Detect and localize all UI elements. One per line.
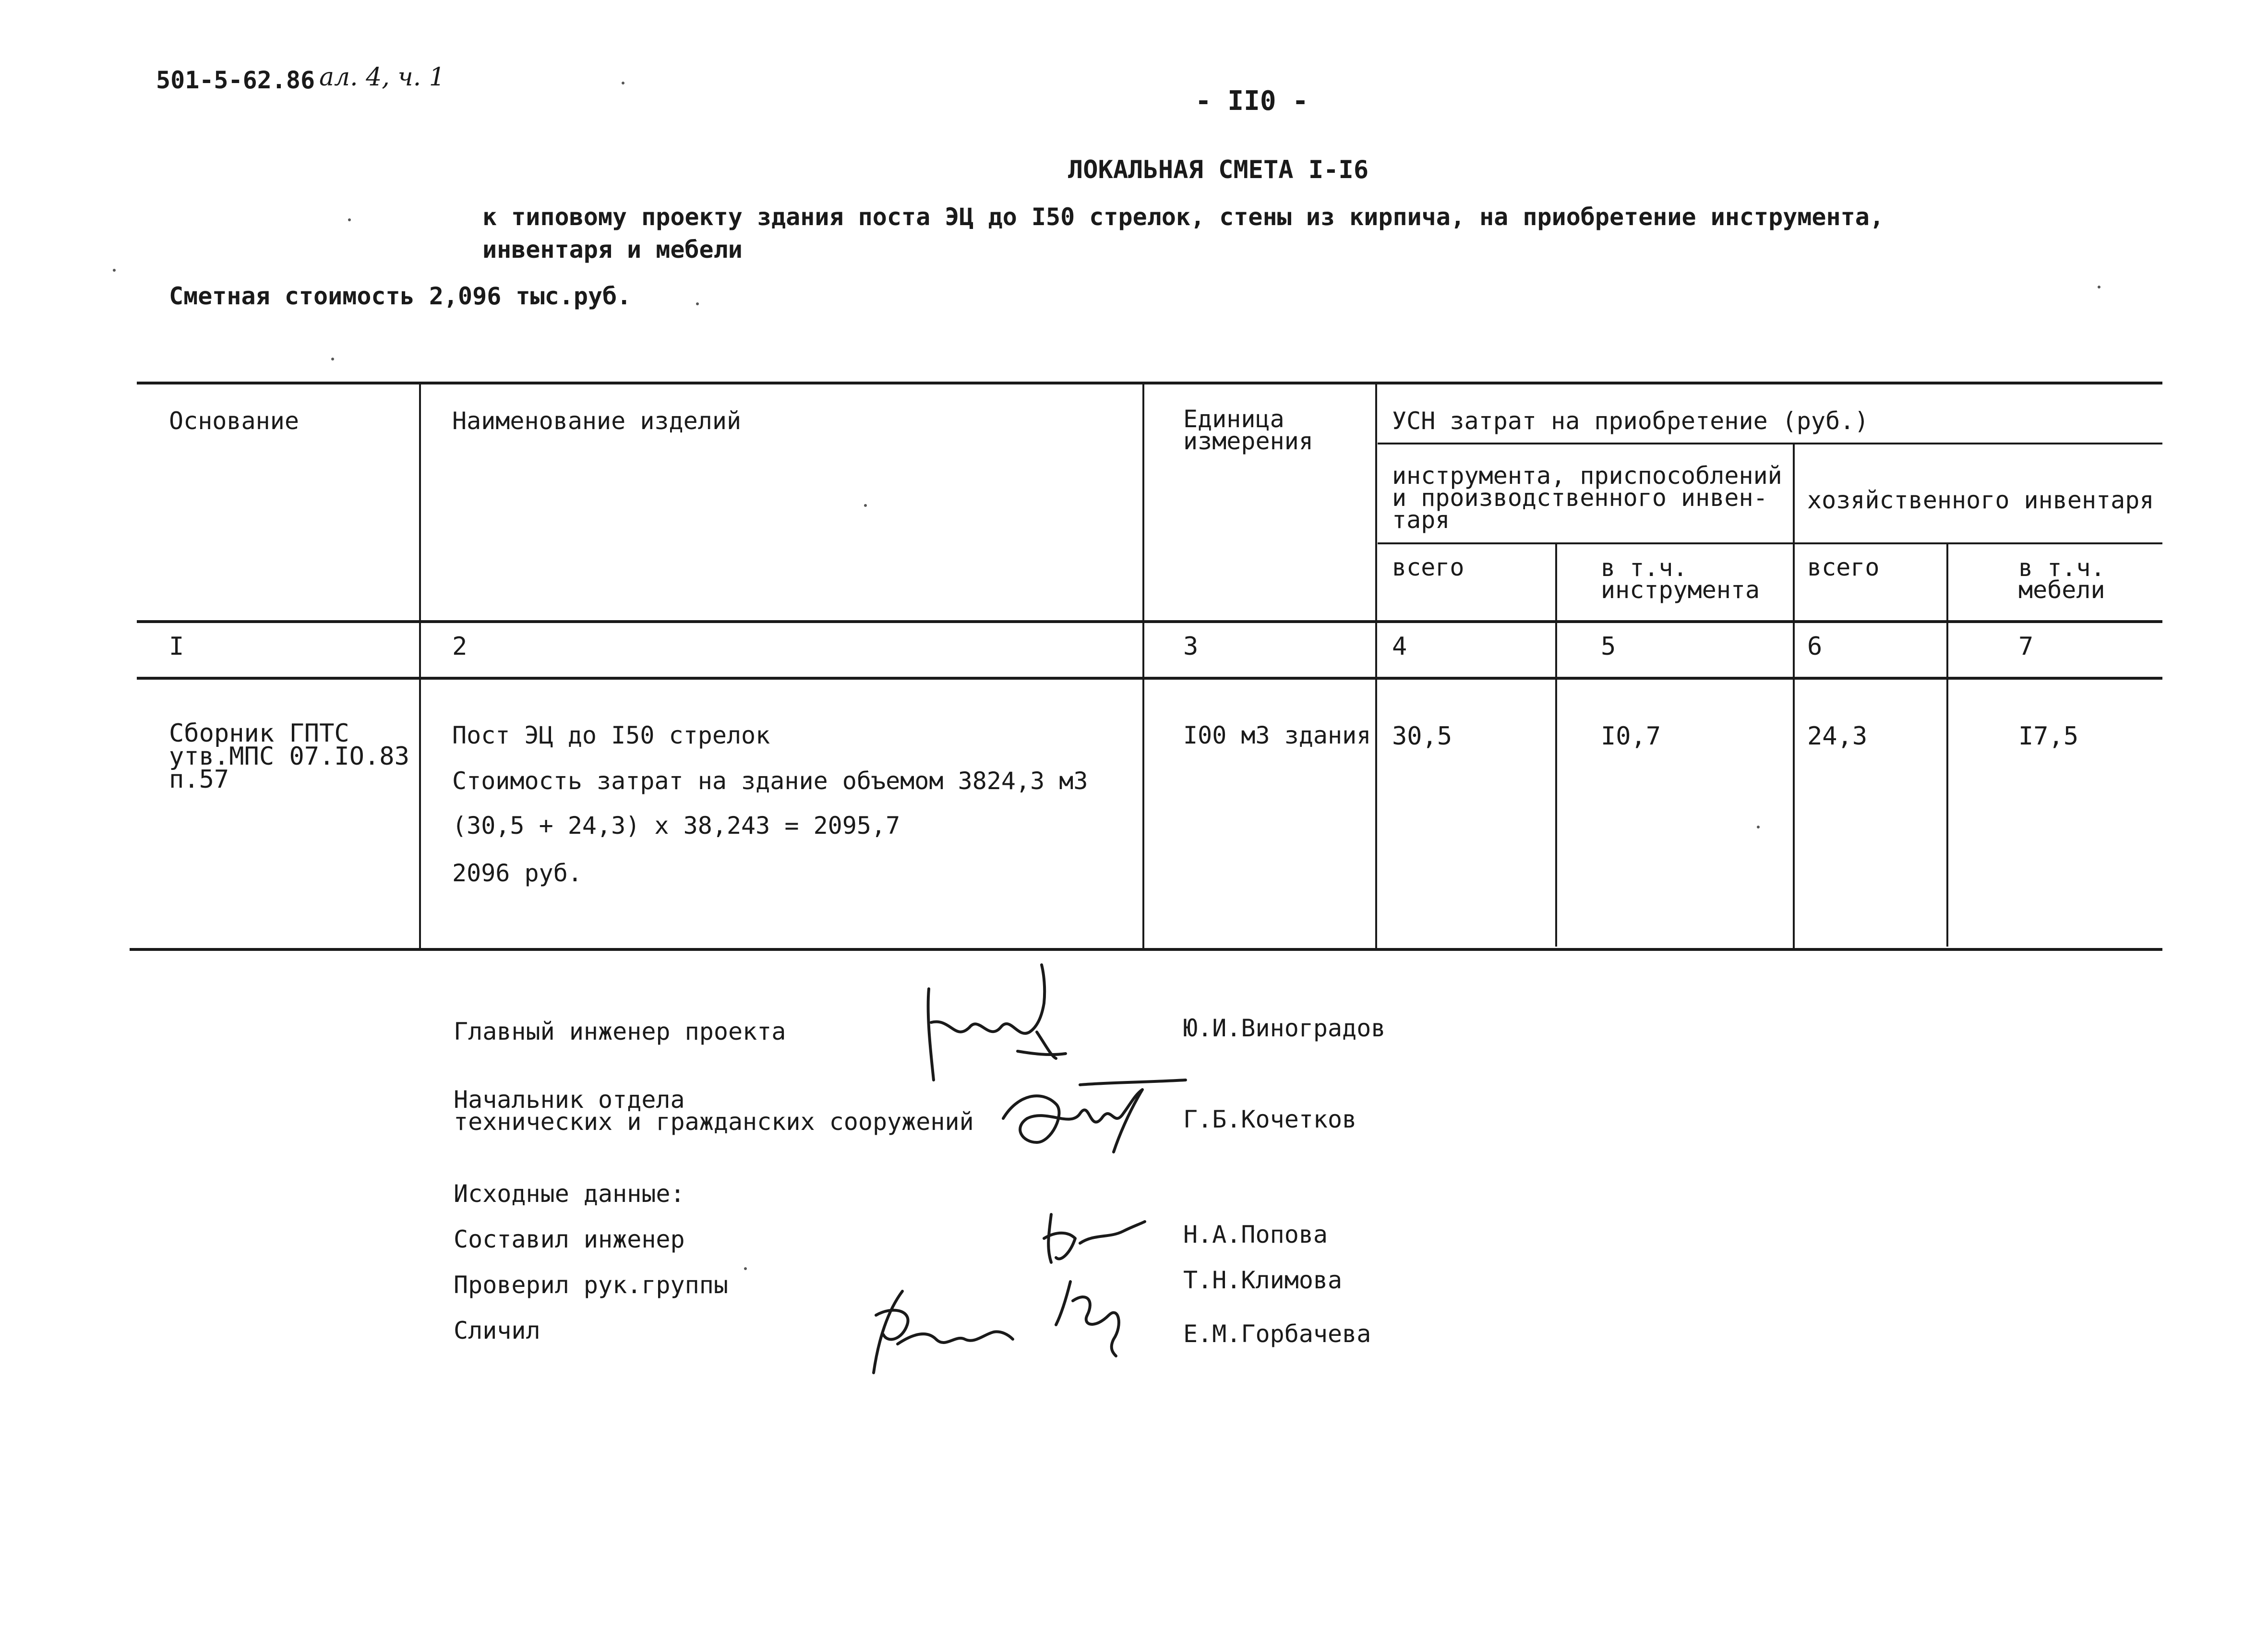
chief-engineer-name: Ю.И.Виноградов <box>1183 1014 1386 1042</box>
header-usn: УСН затрат на приобретение (руб.) <box>1392 407 1869 435</box>
row-incl-furniture: I7,5 <box>2018 722 2079 751</box>
column-divider-2 <box>1142 384 1144 949</box>
column-number-5: 5 <box>1601 632 1616 661</box>
compiled-signature <box>1042 1205 1152 1358</box>
estimated-cost: Сметная стоимость 2,096 тыс.руб. <box>169 282 632 310</box>
scan-speck <box>113 269 116 272</box>
collated-name: Е.М.Горбачева <box>1183 1320 1371 1348</box>
column-divider-6 <box>1946 543 1948 947</box>
column-number-6: 6 <box>1807 632 1823 661</box>
dept-head-signature <box>998 1075 1190 1162</box>
page-number: - II0 - <box>1195 85 1309 117</box>
row-name-line2: Стоимость затрат на здание объемом 3824,3 м3 <box>452 767 1088 795</box>
estimate-subtitle-line1: к типовому проекту здания поста ЭЦ до I50 стрелок, стены из кирпича, на приобретение инструмента, <box>482 203 1884 231</box>
subheader-rule <box>1378 542 2162 544</box>
header-tools-group: инструмента, приспособлений и производственного инвен- таря <box>1392 462 1782 534</box>
header-total-tools: всего <box>1392 553 1464 581</box>
column-numbers-rule <box>137 677 2162 680</box>
collated-signature <box>869 1286 1022 1382</box>
header-household-group: хозяйственного инвентаря <box>1807 486 2154 514</box>
estimate-heading: ЛОКАЛЬНАЯ СМЕТА I-I6 <box>1068 156 1369 184</box>
checked-name: Т.Н.Климова <box>1183 1266 1343 1294</box>
compiled-name: Н.А.Попова <box>1183 1221 1328 1248</box>
usn-header-rule <box>1378 443 2162 444</box>
header-total-household: всего <box>1807 553 1880 581</box>
header-incl-furniture: в т.ч. мебели <box>2018 554 2105 604</box>
album-note: ал. 4, ч. 1 <box>319 63 445 92</box>
header-basis: Основание <box>169 407 299 435</box>
column-divider-1 <box>419 384 421 949</box>
scan-speck <box>696 302 699 305</box>
estimate-subtitle-line2: инвентаря и мебели <box>482 236 743 264</box>
scan-speck <box>864 504 867 507</box>
column-divider-3 <box>1375 384 1377 949</box>
column-number-7: 7 <box>2018 632 2034 661</box>
scan-speck <box>2098 286 2100 288</box>
row-incl-tools: I0,7 <box>1601 722 1661 751</box>
row-total-tools: 30,5 <box>1392 722 1452 751</box>
scan-speck <box>744 1267 747 1270</box>
table-top-rule <box>137 382 2162 384</box>
column-number-3: 3 <box>1183 632 1199 661</box>
header-unit: Единица измерения <box>1183 405 1313 455</box>
row-name-line4: 2096 руб. <box>452 859 582 887</box>
source-data-label: Исходные данные: <box>454 1180 685 1208</box>
chief-engineer-label: Главный инженер проекта <box>454 1018 786 1045</box>
column-number-2: 2 <box>452 632 468 661</box>
table-bottom-rule <box>130 948 2162 951</box>
column-divider-4 <box>1555 543 1557 947</box>
row-basis: Сборник ГПТС утв.МПС 07.IO.83 п.57 <box>169 719 409 794</box>
scan-speck <box>331 358 334 360</box>
row-unit: I00 м3 здания <box>1183 721 1371 749</box>
header-incl-tools: в т.ч. инструмента <box>1601 554 1760 604</box>
row-name-line1: Пост ЭЦ до I50 стрелок <box>452 721 770 749</box>
compiled-label: Составил инженер <box>454 1225 685 1253</box>
row-name-line3: (30,5 + 24,3) х 38,243 = 2095,7 <box>452 812 900 840</box>
scan-speck <box>1757 826 1760 828</box>
document-code: 501-5-62.86 <box>156 66 315 94</box>
header-item-name: Наименование изделий <box>452 407 742 435</box>
dept-head-name: Г.Б.Кочетков <box>1183 1105 1357 1133</box>
dept-head-label: Начальник отдела технических и гражданских сооружений <box>454 1086 974 1136</box>
checked-label: Проверил рук.группы <box>454 1271 728 1299</box>
scan-speck <box>348 218 351 221</box>
row-total-household: 24,3 <box>1807 722 1868 751</box>
collated-label: Сличил <box>454 1317 540 1344</box>
header-bottom-rule <box>137 620 2162 623</box>
column-divider-5 <box>1793 444 1795 948</box>
column-number-4: 4 <box>1392 632 1407 661</box>
chief-engineer-signature <box>922 960 1075 1085</box>
scan-speck <box>622 82 624 84</box>
column-number-1: I <box>169 632 184 661</box>
